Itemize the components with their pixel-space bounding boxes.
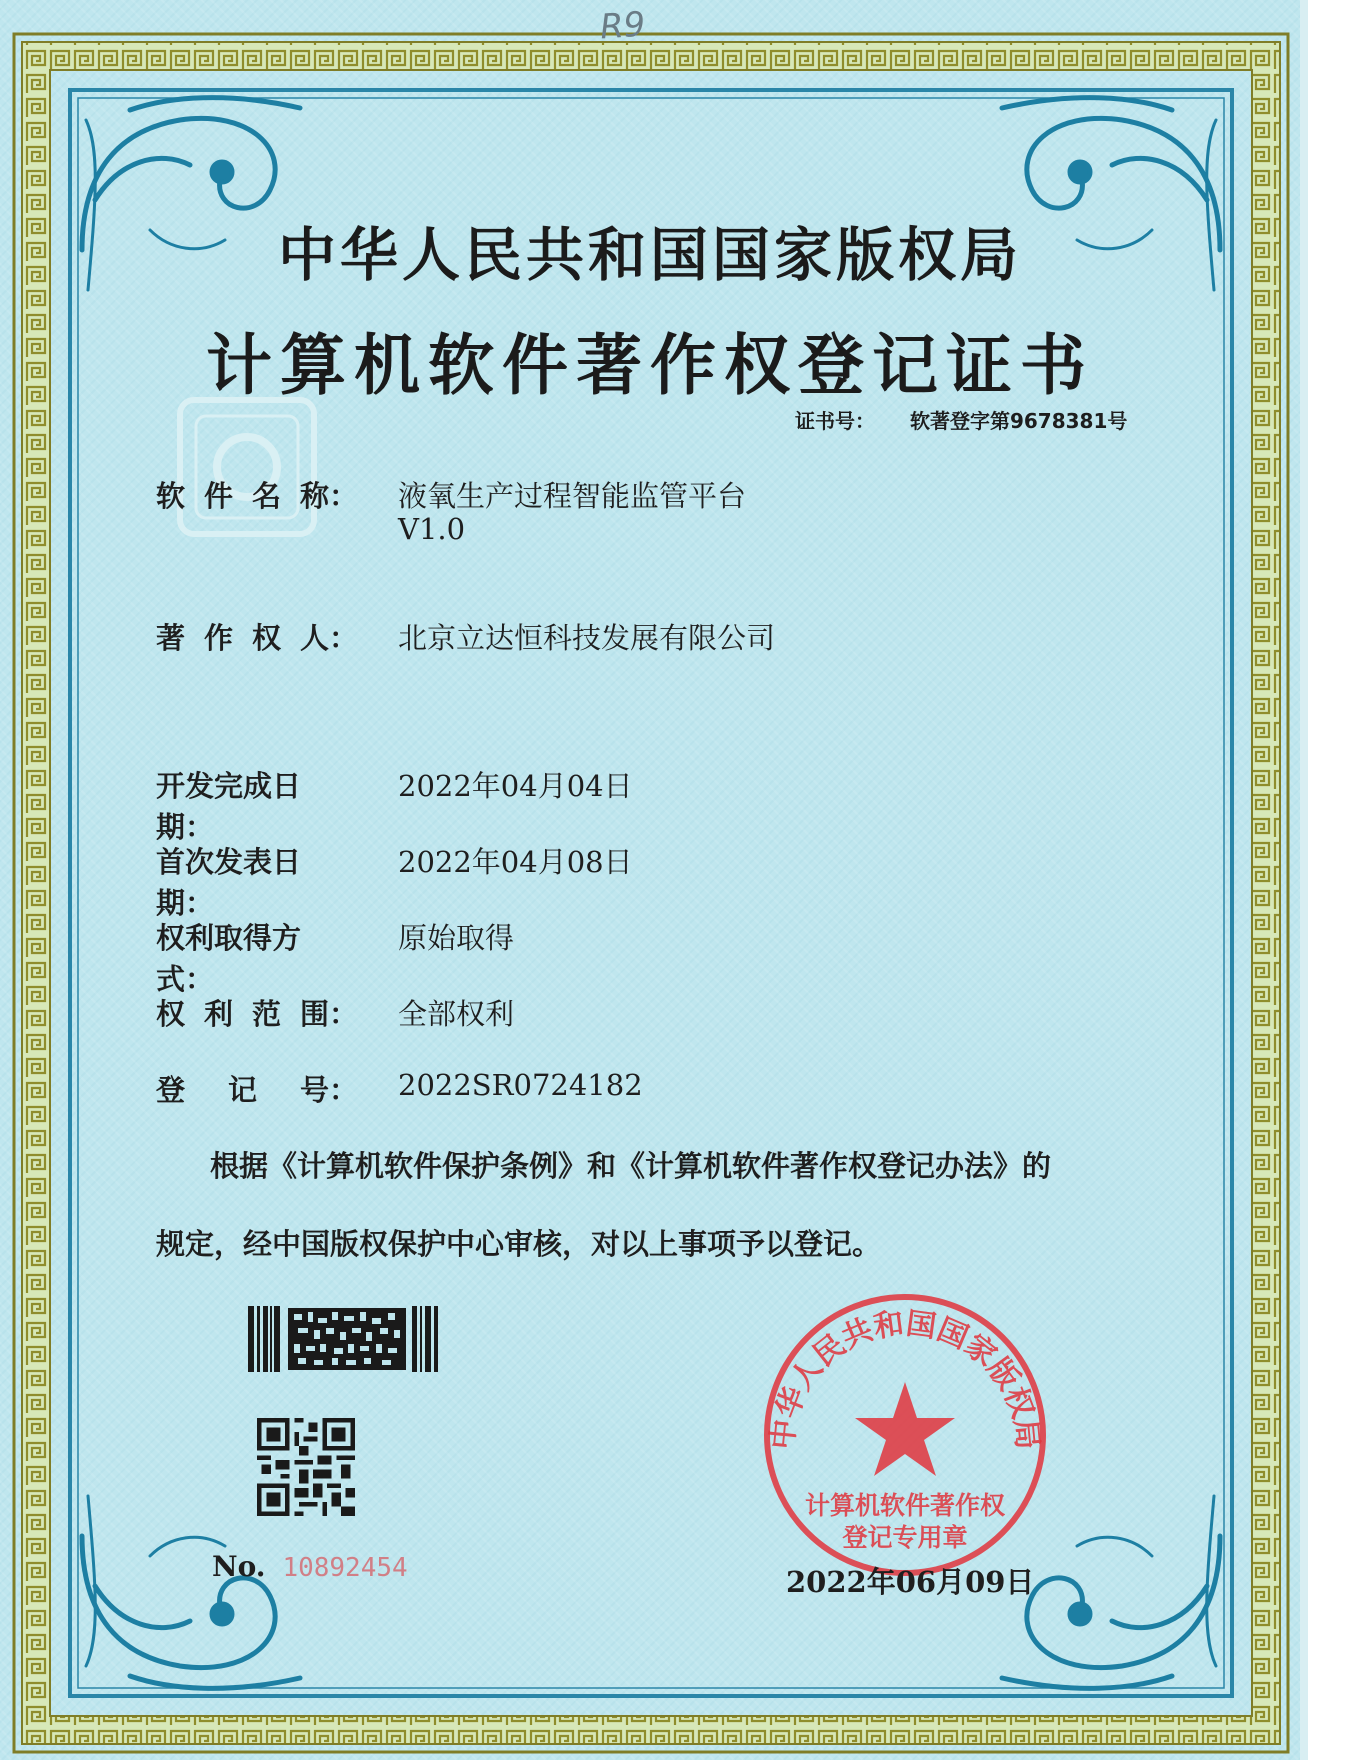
statement-line-2: 规定，经中国版权保护中心审核，对以上事项予以登记。 — [156, 1227, 882, 1261]
certificate-number-value: 软著登字第9678381号 — [909, 409, 1128, 433]
first-publication-date-label: 首次发表日期： — [156, 845, 302, 920]
seal-inner-line-1: 计算机软件著作权 — [804, 1491, 1006, 1520]
statement-line-1: 根据《计算机软件保护条例》和《计算机软件著作权登记办法》的 — [210, 1149, 1052, 1183]
handwritten-mark: R9 — [598, 4, 647, 48]
copyright-owner-value: 北京立达恒科技发展有限公司 — [398, 621, 776, 655]
seal-inner-line-2: 登记专用章 — [842, 1523, 968, 1552]
serial-number — [212, 1550, 408, 1583]
completion-date-value: 2022年04月04日 — [398, 769, 633, 803]
issue-date: 2022年06月09日 — [786, 1565, 1035, 1599]
seal-outer-text: 中华人民共和国国家版权局 — [765, 1306, 1045, 1451]
serial-number-label: No. — [212, 1550, 266, 1583]
completion-date-label: 开发完成日期： — [156, 769, 302, 844]
serial-number-value: 10892454 — [282, 1553, 408, 1583]
rights-scope-label: 权 利 范 围： — [156, 997, 358, 1031]
acquisition-method-value: 原始取得 — [398, 921, 515, 955]
software-name-value: 液氧生产过程智能监管平台 — [398, 479, 747, 513]
registration-number-value: 2022SR0724182 — [398, 1068, 643, 1102]
certificate-number-label: 证书号： — [795, 409, 875, 433]
copyright-owner-label: 著 作 权 人： — [156, 621, 358, 655]
authority-title: 中华人民共和国国家版权局 — [277, 221, 1022, 289]
certificate-number — [795, 405, 1127, 434]
software-version-value: V1.0 — [398, 512, 466, 546]
software-name-label: 软 件 名 称： — [156, 479, 358, 513]
official-seal — [760, 1290, 1050, 1580]
registration-number-label: 登 记 号： — [156, 1073, 358, 1107]
acquisition-method-label: 权利取得方式： — [156, 921, 302, 996]
qr-code — [257, 1418, 355, 1516]
rights-scope-value: 全部权利 — [398, 997, 515, 1031]
barcode — [248, 1306, 440, 1372]
first-publication-date-value: 2022年04月08日 — [398, 845, 633, 879]
seal-star-icon — [855, 1382, 955, 1476]
corner-ornament-bottom-left — [82, 1496, 300, 1688]
paper-edge — [1300, 0, 1308, 1760]
certificate-title: 计算机软件著作权登记证书 — [206, 327, 1094, 404]
embossed-seal-watermark — [172, 392, 322, 542]
